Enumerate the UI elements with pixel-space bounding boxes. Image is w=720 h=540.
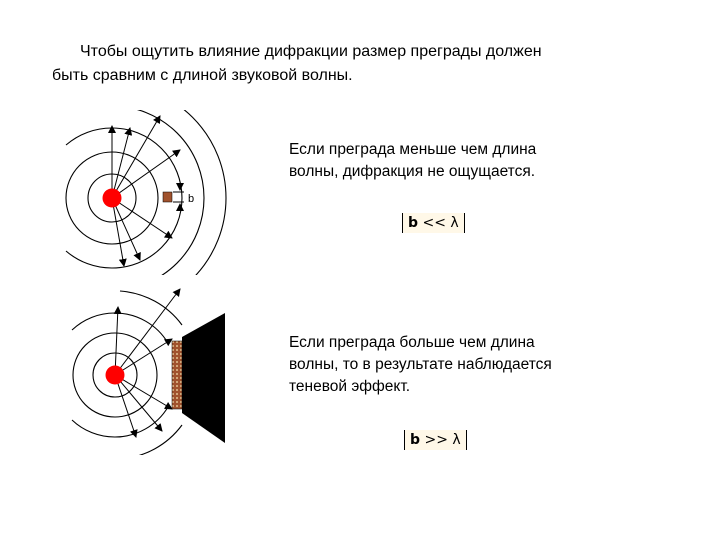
caption-line-1: Если преграда больше чем длина — [289, 334, 535, 351]
formula-var: b — [410, 432, 421, 448]
small-obstacle — [163, 192, 172, 202]
wavefront-3-left-b — [66, 251, 112, 268]
rays — [115, 289, 180, 437]
sound-source — [106, 366, 125, 385]
ray — [115, 375, 162, 431]
formula-var: b — [408, 215, 419, 231]
wavefront-3-top — [115, 313, 168, 343]
shadow-region — [182, 313, 225, 443]
small-obstacle-caption — [289, 139, 619, 183]
ray — [115, 289, 180, 375]
intro-line-1: Чтобы ощутить влияние дифракции размер преграды должен — [80, 43, 542, 60]
formula-relation: << λ — [418, 215, 459, 231]
caption-line-2: волны, то в результате наблюдается — [289, 356, 552, 373]
caption-line-3: теневой эффект. — [289, 378, 411, 395]
wavefront-4-top — [120, 291, 182, 325]
large-obstacle-figure — [60, 285, 230, 455]
formula-relation: >> λ — [420, 432, 461, 448]
ray — [115, 375, 172, 409]
wavefront-3-left-b — [72, 420, 115, 437]
wavefront-4-bottom — [120, 425, 182, 455]
ray — [115, 307, 118, 375]
small-obstacle-figure — [60, 110, 230, 275]
sound-source — [103, 189, 122, 208]
wavefronts — [72, 291, 182, 455]
intro-line-2: быть сравним с длиной звуковой волны. — [52, 67, 353, 84]
wavefront-3-left — [66, 128, 112, 145]
obstacle-label: b — [188, 193, 195, 205]
rays — [112, 116, 180, 266]
wavefronts — [66, 110, 226, 275]
wavefront-3-bottom — [115, 407, 168, 437]
large-obstacle — [172, 341, 182, 409]
large-obstacle-caption — [289, 332, 634, 398]
ray — [115, 375, 136, 437]
formula-small — [402, 213, 465, 233]
formula-large — [404, 430, 467, 450]
wavefront-3-left — [72, 313, 115, 330]
caption-line-1: Если преграда меньше чем длина — [289, 141, 537, 158]
intro-text — [52, 40, 692, 88]
ray — [112, 198, 124, 266]
caption-line-2: волны, дифракция не ощущается. — [289, 163, 536, 180]
